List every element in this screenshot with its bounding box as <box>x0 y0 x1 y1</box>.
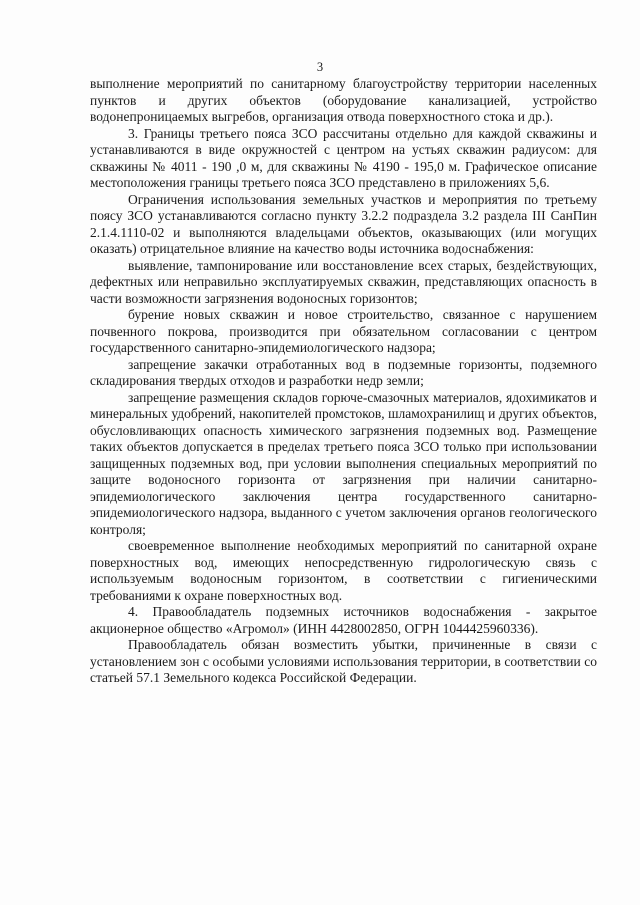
paragraph-compensation: Правообладатель обязан возместить убытки, причиненные в связи с установлением зон с особыми условиями использования территории, в соответствии со статьей 57.1 Земельного кодекса Российской Федерации. <box>90 637 597 685</box>
paragraph-well-remediation: выявление, тампонирование или восстановление всех старых, бездействующих, дефектных или неправильно эксплуатируемых скважин, представляющих опасность в части возможности загрязнения водоносных горизонтов; <box>90 257 597 306</box>
paragraph-wastewater-ban: запрещение закачки отработанных вод в подземные горизонты, подземного складирования твердых отходов и разработки недр земли; <box>90 356 597 388</box>
page-number: 3 <box>316 60 324 74</box>
document-body <box>90 76 597 687</box>
paragraph-new-drilling: бурение новых скважин и новое строительство, связанное с нарушением почвенного покрова, производится при обязательном согласовании с центром государственного санитарно-эпидемиологического надзора; <box>90 307 597 355</box>
paragraph-surface-water-protection: своевременное выполнение необходимых мероприятий по санитарной охране поверхностных вод, имеющих непосредственную гидрологическую связь с используемым водоносным горизонтом, в соответствии с гигиеническими требованиями к охране поверхностных вод. <box>90 538 597 603</box>
paragraph-land-use-restrictions: Ограничения использования земельных участков и мероприятия по третьему поясу ЗСО устанавливаются согласно пункту 3.2.2 подраздела 3.2 раздела III СанПин 2.1.4.1110-02 и выполняются владельцами объектов, оказывающих (или могущих оказать) отрицательное влияние на качество воды источника водоснабжения: <box>90 191 597 256</box>
paragraph-continuation: выполнение мероприятий по санитарному благоустройству территории населенных пунктов и других объектов (оборудование канализацией, устройство водонепроницаемых выгребов, организация отвода поверхностного стока и др.). <box>90 76 597 124</box>
paragraph-storage-ban: запрещение размещения складов горюче-смазочных материалов, ядохимикатов и минеральных удобрений, накопителей промстоков, шламохранилищ и других объектов, обусловливающих опасность химического загрязнения подземных вод. Размещение таких объектов допускается в пределах третьего пояса ЗСО только при использовании защищенных подземных вод, при условии выполнения специальных мероприятий по защите водоносного горизонта от загрязнения при наличии санитарно-эпидемиологического заключения центра государственного санитарно-эпидемиологического надзора, выданного с учетом заключения органов геологического контроля; <box>90 389 597 537</box>
paragraph-zone-boundaries: 3. Границы третьего пояса ЗСО рассчитаны отдельно для каждой скважины и устанавливаются в виде окружностей с центром на устьях скважин радиусом: для скважины № 4011 - 190 ,0 м, для скважины № 4190 - 195,0 м. Графическое описание местоположения границы третьего пояса ЗСО представлено в приложениях 5,6. <box>90 125 597 190</box>
paragraph-rights-holder: 4. Правообладатель подземных источников водоснабжения - закрытое акционерное общество «Агромол» (ИНН 4428002850, ОГРН 1044425960336). <box>90 604 597 636</box>
